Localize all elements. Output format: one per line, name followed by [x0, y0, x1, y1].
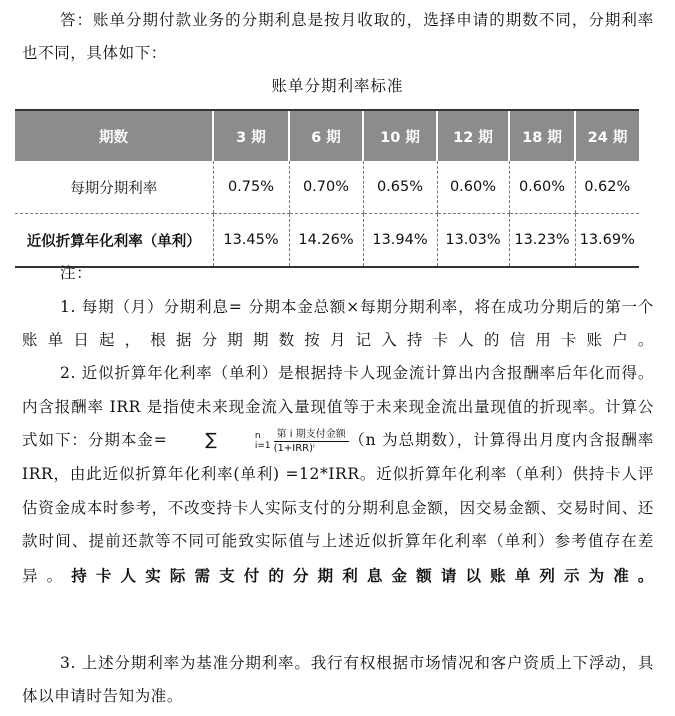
- rate-table: [15, 109, 639, 268]
- table-cell: 0.70%: [289, 161, 363, 214]
- header-cell-18: 18 期: [509, 110, 575, 161]
- note-2-text-a: 2. 近似折算年化利率（单利）是根据持卡人现金流计算出内含报酬率后年化而得。内含报酬率 IRR 是指使未来现金流入量现值等于未来现金流出量现值的折现率。计算公式如下：分期本金=: [22, 364, 654, 450]
- table-row: [15, 161, 639, 214]
- table-cell: 近似折算年化利率（单利）: [15, 214, 213, 268]
- table-cell: 0.60%: [437, 161, 509, 214]
- table-cell: 0.65%: [363, 161, 437, 214]
- answer-intro: 答：账单分期付款业务的分期利息是按月收取的，选择申请的期数不同，分期利率也不同，具体如下：: [22, 11, 654, 62]
- irr-formula: [167, 424, 348, 458]
- table-cell: 每期分期利率: [15, 161, 213, 214]
- note-2-text-b: （n 为总期数），计算得出月度内含报酬率 IRR，由此近似折算年化利率(单利) =12*IRR。近似折算年化利率（单利）供持卡人评估资金成本时参考，不改变持卡人实际支付的分期利息金额，因交易金额、交易时间、还款时间、提前还款等不同可能致实际值与上述近似折算年化利率（单利）参考值存在差异。: [22, 431, 654, 585]
- table-cell: 0.62%: [575, 161, 639, 214]
- note-3-text: 3. 上述分期利率为基准分期利率。我行有权根据市场情况和客户资质上下浮动，具体以申请时告知为准。: [22, 654, 654, 705]
- table-cell: 14.26%: [289, 214, 363, 268]
- table-cell: 0.75%: [213, 161, 289, 214]
- header-cell-periods: 期数: [15, 110, 213, 161]
- header-cell-10: 10 期: [363, 110, 437, 161]
- table-cell: 13.69%: [575, 214, 639, 268]
- formula-denominator: (1+IRR)ⁱ: [273, 442, 315, 454]
- note-2-bold-text: 持卡人实际需支付的分期利息金额请以账单列示为准。: [71, 565, 655, 585]
- table-cell: 13.45%: [213, 214, 289, 268]
- sigma-upper: n: [254, 431, 261, 442]
- header-cell-12: 12 期: [437, 110, 509, 161]
- note-2: [22, 357, 654, 594]
- header-cell-3: 3 期: [213, 110, 289, 161]
- sigma-symbol: ∑: [205, 430, 217, 451]
- sigma-lower: i=1: [254, 441, 271, 452]
- header-cell-6: 6 期: [289, 110, 363, 161]
- notes-label: 注：: [60, 264, 93, 282]
- table-cell: 13.23%: [509, 214, 575, 268]
- table-header-row: [15, 110, 639, 161]
- table-cell: 13.94%: [363, 214, 437, 268]
- formula-numerator: 第 i 期支付金额: [274, 428, 349, 442]
- note-3: [22, 647, 654, 713]
- table-cell: 0.60%: [509, 161, 575, 214]
- note-1: [22, 291, 654, 357]
- note-1-text: 1. 每期（月）分期利息= 分期本金总额×每期分期利率，将在成功分期后的第一个账单日起，根据分期期数按月记入持卡人的信用卡账户。: [22, 298, 654, 349]
- table-title: 账单分期利率标准: [271, 77, 404, 95]
- table-cell: 13.03%: [437, 214, 509, 268]
- header-cell-24: 24 期: [575, 110, 639, 161]
